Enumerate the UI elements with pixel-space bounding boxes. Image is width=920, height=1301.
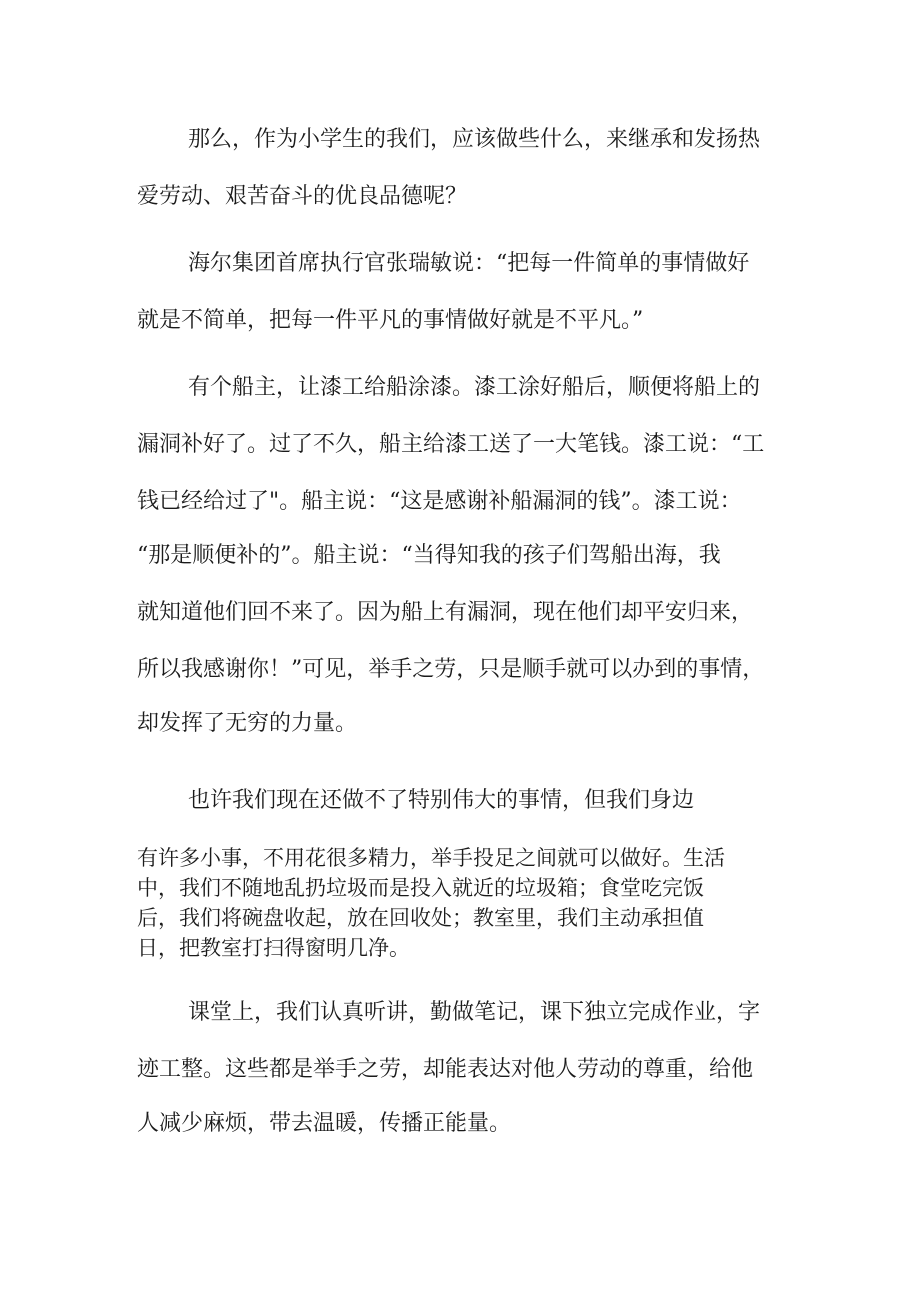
text-line: 有个船主，让漆工给船涂漆。漆工涂好船后，顺便将船上的: [188, 375, 761, 400]
text-line: 也许我们现在还做不了特别伟大的事情，但我们身边: [188, 788, 695, 813]
text-line: 爱劳动、艰苦奋斗的优良品德呢？: [137, 184, 468, 209]
text-line: 课堂上，我们认真听讲，勤做笔记，课下独立完成作业，字: [188, 1000, 761, 1025]
text-line: 后，我们将碗盘收起，放在回收处；教室里，我们主动承担值: [137, 906, 704, 930]
text-line: 钱已经给过了"。船主说：“这是感谢补船漏洞的钱”。漆工说：: [137, 489, 742, 514]
text-line: 所以我感谢你！”可见，举手之劳，只是顺手就可以办到的事情，: [137, 657, 765, 682]
text-line: 那么，作为小学生的我们，应该做些什么，来继承和发扬热: [188, 127, 761, 152]
text-line: 漏洞补好了。过了不久，船主给漆工送了一大笔钱。漆工说：“工: [137, 432, 765, 457]
text-line: 人减少麻烦，带去温暖，传播正能量。: [137, 1111, 512, 1136]
text-line: 却发挥了无穷的力量。: [137, 711, 358, 736]
text-line: 就知道他们回不来了。因为船上有漏洞，现在他们却平安归来，: [137, 600, 754, 625]
text-line: “那是顺便补的”。船主说：“当得知我的孩子们驾船出海，我: [137, 543, 721, 568]
text-line: 中，我们不随地乱扔垃圾而是投入就近的垃圾箱；食堂吃完饭: [137, 876, 704, 900]
text-line: 日，把教室打扫得窗明几净。: [137, 936, 410, 960]
text-line: 海尔集团首席执行官张瑞敏说：“把每一件简单的事情做好: [188, 251, 750, 276]
text-line: 迹工整。这些都是举手之劳，却能表达对他人劳动的尊重，给他: [137, 1057, 754, 1082]
text-line: 就是不简单，把每一件平凡的事情做好就是不平凡。”: [137, 308, 644, 333]
text-line: 有许多小事，不用花很多精力，举手投足之间就可以做好。生活: [137, 846, 725, 870]
